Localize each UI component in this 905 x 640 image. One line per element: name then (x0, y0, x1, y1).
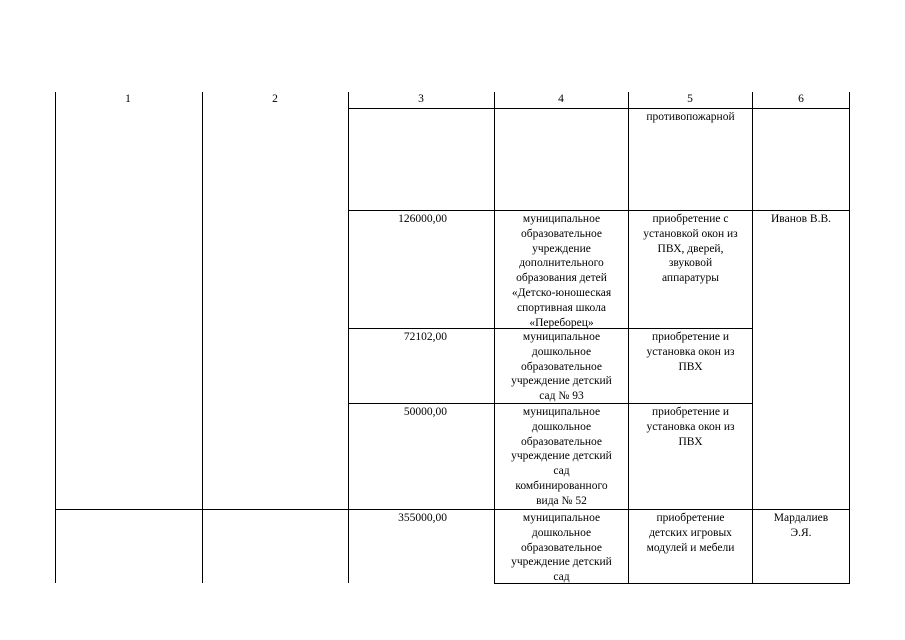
text-line: образования детей (516, 272, 607, 285)
row-2-institution (495, 330, 628, 404)
text-line: «Детско-юношеская (511, 286, 612, 299)
text-line: детских игровых (649, 526, 732, 539)
text-line: сад (553, 571, 570, 584)
text-line: муниципальное (522, 331, 601, 343)
text-line: образовательное (520, 541, 603, 554)
text-line: муниципальное (522, 512, 601, 524)
text-line: учреждение детский (511, 375, 612, 388)
row-1-amount: 126000,00 (398, 213, 447, 225)
text-line: установка окон из (646, 420, 735, 433)
text-line: приобретение (656, 512, 725, 524)
row-4-institution (495, 511, 628, 585)
row-4-responsible (753, 511, 849, 541)
header-row-bottom (348, 108, 850, 109)
row-3-purpose (629, 405, 752, 449)
column-number-3: 3 (418, 93, 424, 105)
row-4-purpose (629, 511, 752, 555)
text-line: приобретение и (651, 331, 730, 343)
text-line: муниципальное (522, 406, 601, 418)
text-line: дошкольное (531, 526, 592, 539)
text-line: аппаратуры (661, 272, 720, 285)
column-number-6: 6 (798, 93, 804, 105)
text-line: образовательное (520, 435, 603, 448)
row-2-amount: 72102,00 (403, 331, 447, 343)
text-line: ПВХ (678, 435, 703, 448)
text-line: учреждение детский (511, 556, 612, 569)
text-line: учреждение детский (511, 450, 612, 463)
text-line: муниципальное (522, 213, 601, 225)
text-line: дошкольное (531, 345, 592, 358)
column-number-1: 1 (125, 93, 131, 105)
row-1-responsible: Иванов В.В. (771, 213, 831, 225)
text-line: учреждение (532, 242, 591, 255)
text-line: образовательное (520, 227, 603, 240)
text-line: установка окон из (646, 345, 735, 358)
text-line: Э.Я. (790, 526, 812, 539)
text-line: комбинированного (515, 479, 608, 492)
column-number-2: 2 (272, 93, 278, 105)
text-line: сад № 93 (539, 390, 584, 403)
row-divider-3 (55, 509, 850, 510)
text-line: приобретение и (651, 406, 730, 418)
text-line: установкой окон из (643, 227, 738, 240)
text-line: приобретение с (652, 213, 729, 225)
text-line: спортивная школа (517, 301, 606, 314)
text-line: образовательное (520, 360, 603, 373)
row-3-institution (495, 405, 628, 509)
text-line: ПВХ, дверей, (657, 242, 724, 255)
text-line: вида № 52 (536, 494, 587, 507)
row-divider-continuation (348, 210, 850, 211)
row-1-institution (495, 212, 628, 330)
text-line: дополнительного (519, 257, 604, 270)
row-3-amount: 50000,00 (403, 406, 447, 418)
continuation-purpose-cell: противопожарной (646, 111, 735, 123)
row-1-purpose (629, 212, 752, 286)
text-line: модулей и мебели (646, 541, 735, 554)
text-line: «Переборец» (529, 316, 594, 329)
row-4-amount: 355000,00 (398, 512, 447, 524)
text-line: Мардалиев (773, 512, 829, 524)
text-line: звуковой (668, 257, 713, 270)
row-2-purpose (629, 330, 752, 374)
column-number-4: 4 (558, 93, 564, 105)
text-line: сад (553, 465, 570, 478)
column-number-5: 5 (687, 93, 693, 105)
text-line: ПВХ (678, 360, 703, 373)
text-line: дошкольное (531, 420, 592, 433)
